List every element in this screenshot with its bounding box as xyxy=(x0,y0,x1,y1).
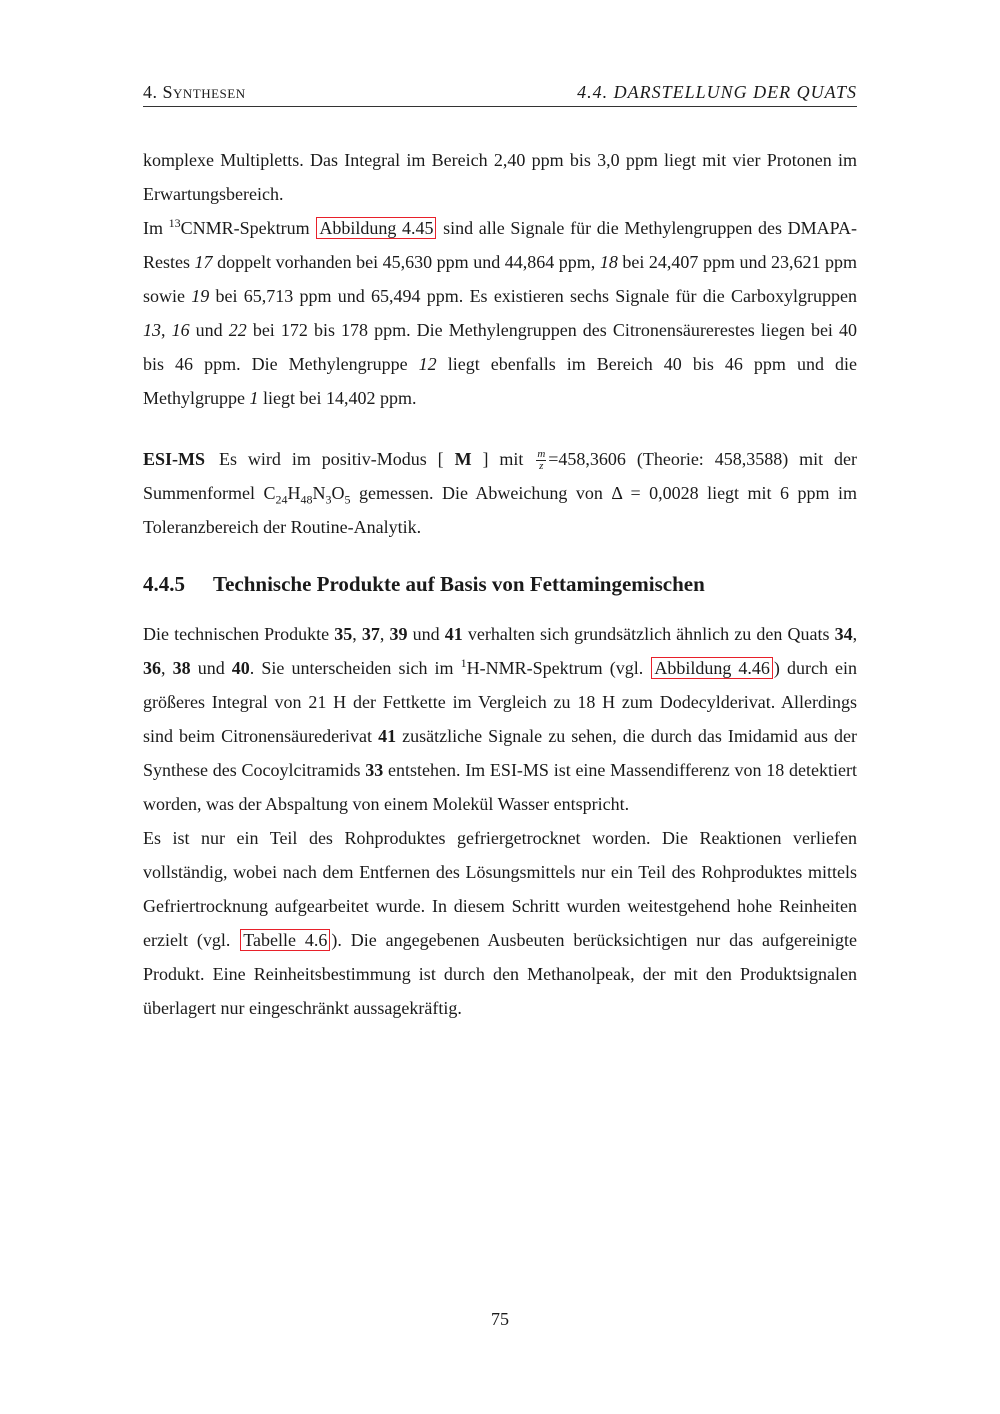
para2-text: doppelt vorhanden bei 45,630 ppm und 44,864 ppm, xyxy=(217,252,596,272)
subscript: 48 xyxy=(300,492,313,507)
para2-text: liegt ebenfalls im Bereich 40 bis 46 ppm und die Methylgruppe xyxy=(143,354,858,408)
esims-text: ] mit xyxy=(482,449,524,469)
punct: , xyxy=(352,624,357,644)
para2-text: liegt bei 14,402 ppm. xyxy=(262,388,417,408)
text-block-nmr xyxy=(143,143,857,415)
fraction-denominator: z xyxy=(539,460,544,473)
para3-text: ) durch ein größeres Integral von 21 H der Fettkette im Vergleich zu 18 H zum Dodecylderivat. Allerdings sind beim Citronensäurederivat xyxy=(143,658,858,746)
para2-text: sind alle Signale für die Methylengruppen des DMAPA-Restes xyxy=(143,218,857,272)
paragraph-label: ESI-MS xyxy=(143,449,206,469)
compound-ref: 12 xyxy=(418,354,437,374)
para3-text: . Sie unterscheiden sich im xyxy=(249,658,454,678)
compound-ref: 36 xyxy=(143,658,161,678)
para1-text: komplexe Multipletts. Das Integral im Bereich 2,40 ppm bis 3,0 ppm liegt mit vier Protonen im Erwartungsbereich. xyxy=(143,150,857,204)
esims-text: Es wird im positiv-Modus [ xyxy=(219,449,444,469)
punct: , xyxy=(161,658,166,678)
para2-text: Im xyxy=(143,218,163,238)
subscript: 3 xyxy=(325,492,332,507)
running-header xyxy=(143,82,857,107)
compound-ref: 38 xyxy=(172,658,191,678)
paragraph-1 xyxy=(143,143,857,211)
compound-ref: 41 xyxy=(378,726,397,746)
compound-ref: 13 xyxy=(143,320,161,340)
para3-text: zusätzliche Signale zu sehen, die durch das Imidamid aus der Synthese des Cocoylcitramids xyxy=(143,726,857,780)
compound-ref: 18 xyxy=(599,252,618,272)
compound-ref: 40 xyxy=(231,658,250,678)
figure-link[interactable]: Abbildung 4.45 xyxy=(316,217,436,239)
fraction-m-z xyxy=(536,449,546,472)
text-block-esims xyxy=(143,442,857,544)
compound-ref: 22 xyxy=(228,320,247,340)
section-heading xyxy=(143,572,705,597)
superscript: 13 xyxy=(168,216,181,230)
para3-text: und xyxy=(197,658,225,678)
text-block-technical xyxy=(143,617,857,1025)
punct: , xyxy=(161,320,166,340)
paragraph-4 xyxy=(143,821,857,1025)
para3-text: verhalten sich grundsätzlich ähnlich zu den Quats xyxy=(467,624,830,644)
superscript: 1 xyxy=(460,656,467,670)
para3-text: Die technischen Produkte xyxy=(143,624,330,644)
subscript: 5 xyxy=(344,492,351,507)
table-link[interactable]: Tabelle 4.6 xyxy=(240,929,330,951)
compound-ref: 34 xyxy=(834,624,853,644)
paragraph-3 xyxy=(143,617,857,821)
paragraph-esims xyxy=(143,442,857,544)
para2-text: bei 172 bis 178 ppm. Die Methylengruppen des Citronensäurerestes liegen bei 40 bis 46 ppm. Die Methylengruppe xyxy=(143,320,858,374)
fraction-numerator: m xyxy=(537,448,546,461)
figure-link[interactable]: Abbildung 4.46 xyxy=(651,657,773,679)
para3-text: H-NMR-Spektrum (vgl. xyxy=(466,658,644,678)
compound-ref: 19 xyxy=(191,286,210,306)
para2-text: CNMR-Spektrum xyxy=(180,218,310,238)
paragraph-2 xyxy=(143,211,857,415)
esims-text: =458,3606 (Theorie: 458,3588) mit der Summenformel C xyxy=(143,449,858,503)
para2-text: bei 65,713 ppm und 65,494 ppm. Es existieren sechs Signale für die Carboxylgruppen xyxy=(215,286,858,306)
esims-text: gemessen. Die Abweichung von Δ = 0,0028 liegt mit 6 ppm im Toleranzbereich der Routine-Analytik. xyxy=(143,483,858,537)
para2-text: und xyxy=(195,320,223,340)
element-symbol: H xyxy=(287,483,301,503)
compound-ref: 33 xyxy=(365,760,384,780)
header-section: 4.4. DARSTELLUNG DER QUATS xyxy=(577,82,857,102)
compound-ref: 41 xyxy=(444,624,463,644)
para3-text: entstehen. Im ESI-MS ist eine Massendifferenz von 18 detektiert worden, was der Abspaltung von einem Molekül Wasser entspricht. xyxy=(143,760,857,814)
punct: , xyxy=(379,624,385,644)
subscript: 24 xyxy=(275,492,288,507)
molecule-symbol: M xyxy=(454,449,472,469)
section-number: 4.4.5 xyxy=(143,572,185,596)
element-symbol: N xyxy=(312,483,326,503)
para4-text: Es ist nur ein Teil des Rohproduktes gefriergetrocknet worden. Die Reaktionen verliefen vollständig, wobei nach dem Entfernen des Lösungsmittels nur ein Teil des Rohproduktes mittels Gefriertrocknung aufgearbeitet wurde. In diesem Schritt wurden weitestgehend hohe Reinheiten erzielt (vgl. xyxy=(143,828,857,950)
page-number: 75 xyxy=(491,1309,509,1329)
para2-text: bei 24,407 ppm und 23,621 ppm sowie xyxy=(143,252,858,306)
compound-ref: 39 xyxy=(389,624,408,644)
element-symbol: O xyxy=(331,483,345,503)
compound-ref: 35 xyxy=(334,624,353,644)
compound-ref: 17 xyxy=(194,252,213,272)
compound-ref: 16 xyxy=(171,320,190,340)
section-title: Technische Produkte auf Basis von Fettamingemischen xyxy=(213,572,705,596)
para3-text: und xyxy=(412,624,440,644)
compound-ref: 1 xyxy=(249,388,259,408)
punct: , xyxy=(852,624,858,644)
header-chapter: 4. Synthesen xyxy=(143,82,246,102)
compound-ref: 37 xyxy=(361,624,380,644)
para4-text: ). Die angegebenen Ausbeuten berücksichtigen nur das aufgereinigte Produkt. Eine Reinheitsbestimmung ist durch den Methanolpeak, der mit den Produktsignalen überlagert nur eingeschränkt aussagekräftig. xyxy=(143,930,857,1018)
